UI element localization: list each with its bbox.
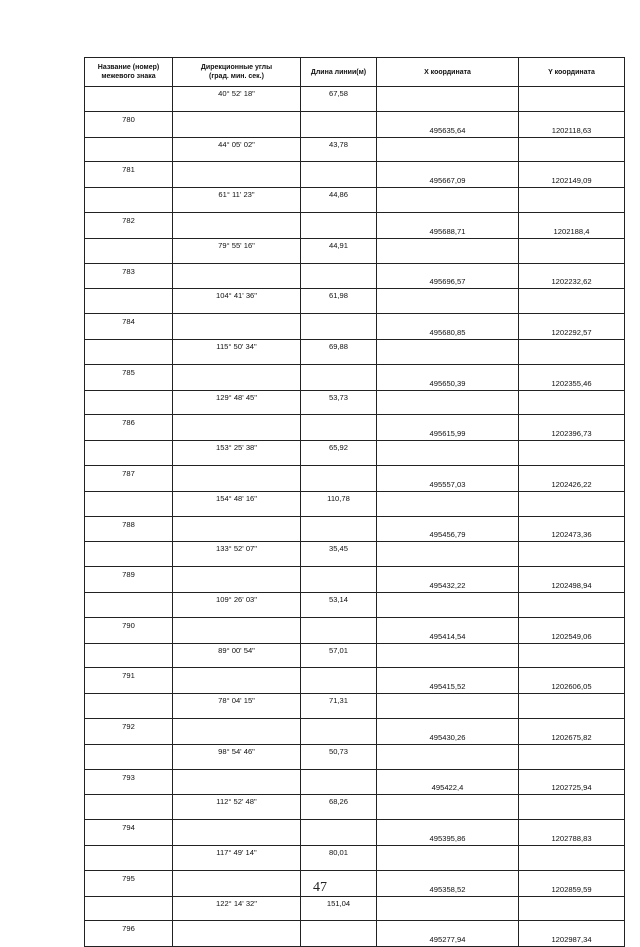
angle-cell: 109° 26' 03" bbox=[173, 592, 301, 617]
table-row-point bbox=[85, 364, 625, 390]
empty-cell bbox=[519, 694, 625, 719]
header-x: X координата bbox=[377, 58, 519, 87]
table-row-segment bbox=[85, 845, 625, 870]
angle-cell: 112° 52' 48" bbox=[173, 795, 301, 820]
empty-cell bbox=[377, 744, 519, 769]
table-row-segment bbox=[85, 744, 625, 769]
empty-cell bbox=[173, 465, 301, 491]
empty-cell bbox=[519, 238, 625, 263]
coordinates-table bbox=[84, 57, 625, 947]
empty-cell bbox=[173, 415, 301, 441]
table-row-point bbox=[85, 567, 625, 593]
y-coordinate-cell: 1202396,73 bbox=[519, 415, 625, 441]
empty-cell bbox=[301, 820, 377, 846]
header-row bbox=[85, 58, 625, 87]
length-cell: 61,98 bbox=[301, 289, 377, 314]
point-name-cell: 795 bbox=[85, 870, 173, 896]
table-row-point bbox=[85, 820, 625, 846]
point-name-cell: 796 bbox=[85, 921, 173, 947]
empty-cell bbox=[85, 592, 173, 617]
empty-cell bbox=[519, 542, 625, 567]
point-name-cell: 792 bbox=[85, 718, 173, 744]
page-number: 47 bbox=[313, 880, 327, 895]
empty-cell bbox=[301, 921, 377, 947]
empty-cell bbox=[377, 441, 519, 466]
empty-cell bbox=[301, 212, 377, 238]
point-name-cell: 784 bbox=[85, 314, 173, 340]
table-row-point bbox=[85, 769, 625, 795]
x-coordinate-cell: 495615,99 bbox=[377, 415, 519, 441]
y-coordinate-cell: 1202498,94 bbox=[519, 567, 625, 593]
empty-cell bbox=[377, 339, 519, 364]
empty-cell bbox=[173, 212, 301, 238]
table-row-point bbox=[85, 921, 625, 947]
empty-cell bbox=[377, 896, 519, 921]
table-row-point bbox=[85, 263, 625, 289]
empty-cell bbox=[173, 162, 301, 188]
table-row-point bbox=[85, 111, 625, 137]
length-cell: 35,45 bbox=[301, 542, 377, 567]
x-coordinate-cell: 495277,94 bbox=[377, 921, 519, 947]
table-row-segment bbox=[85, 491, 625, 516]
empty-cell bbox=[301, 718, 377, 744]
angle-cell: 98° 54' 46" bbox=[173, 744, 301, 769]
table-row-segment bbox=[85, 441, 625, 466]
y-coordinate-cell: 1202426,22 bbox=[519, 465, 625, 491]
empty-cell bbox=[519, 795, 625, 820]
empty-cell bbox=[173, 668, 301, 694]
length-cell: 71,31 bbox=[301, 694, 377, 719]
empty-cell bbox=[301, 516, 377, 542]
angle-cell: 79° 55' 16" bbox=[173, 238, 301, 263]
empty-cell bbox=[85, 188, 173, 213]
point-name-cell: 782 bbox=[85, 212, 173, 238]
empty-cell bbox=[301, 162, 377, 188]
header-length: Длина линии(м) bbox=[301, 58, 377, 87]
table-row-point bbox=[85, 415, 625, 441]
table-row-segment bbox=[85, 339, 625, 364]
point-name-cell: 789 bbox=[85, 567, 173, 593]
x-coordinate-cell: 495422,4 bbox=[377, 769, 519, 795]
empty-cell bbox=[173, 820, 301, 846]
empty-cell bbox=[173, 364, 301, 390]
table-row-point bbox=[85, 162, 625, 188]
point-name-cell: 787 bbox=[85, 465, 173, 491]
empty-cell bbox=[377, 845, 519, 870]
empty-cell bbox=[301, 769, 377, 795]
length-cell: 44,86 bbox=[301, 188, 377, 213]
table-row-segment bbox=[85, 390, 625, 415]
length-cell: 50,73 bbox=[301, 744, 377, 769]
empty-cell bbox=[173, 769, 301, 795]
empty-cell bbox=[301, 465, 377, 491]
empty-cell bbox=[377, 643, 519, 668]
empty-cell bbox=[85, 289, 173, 314]
empty-cell bbox=[85, 845, 173, 870]
x-coordinate-cell: 495667,09 bbox=[377, 162, 519, 188]
table-row-segment bbox=[85, 289, 625, 314]
angle-cell: 133° 52' 07" bbox=[173, 542, 301, 567]
empty-cell bbox=[377, 188, 519, 213]
x-coordinate-cell: 495415,52 bbox=[377, 668, 519, 694]
x-coordinate-cell: 495395,86 bbox=[377, 820, 519, 846]
angle-cell: 122° 14' 32" bbox=[173, 896, 301, 921]
empty-cell bbox=[85, 694, 173, 719]
angle-cell: 129° 48' 45" bbox=[173, 390, 301, 415]
angle-cell: 61° 11' 23" bbox=[173, 188, 301, 213]
length-cell: 44,91 bbox=[301, 238, 377, 263]
point-name-cell: 781 bbox=[85, 162, 173, 188]
y-coordinate-cell: 1202355,46 bbox=[519, 364, 625, 390]
empty-cell bbox=[301, 314, 377, 340]
y-coordinate-cell: 1202788,83 bbox=[519, 820, 625, 846]
table-row-point bbox=[85, 617, 625, 643]
empty-cell bbox=[301, 364, 377, 390]
empty-cell bbox=[173, 567, 301, 593]
empty-cell bbox=[519, 896, 625, 921]
table-row-segment bbox=[85, 238, 625, 263]
x-coordinate-cell: 495414,54 bbox=[377, 617, 519, 643]
table-row-segment bbox=[85, 795, 625, 820]
point-name-cell: 790 bbox=[85, 617, 173, 643]
empty-cell bbox=[173, 111, 301, 137]
header-angle bbox=[173, 58, 301, 87]
empty-cell bbox=[173, 617, 301, 643]
y-coordinate-cell: 1202232,62 bbox=[519, 263, 625, 289]
empty-cell bbox=[519, 845, 625, 870]
empty-cell bbox=[85, 643, 173, 668]
table-row-point bbox=[85, 314, 625, 340]
empty-cell bbox=[85, 390, 173, 415]
angle-cell: 44° 05' 02" bbox=[173, 137, 301, 162]
length-cell: 80,01 bbox=[301, 845, 377, 870]
empty-cell bbox=[519, 137, 625, 162]
x-coordinate-cell: 495430,26 bbox=[377, 718, 519, 744]
y-coordinate-cell: 1202859,59 bbox=[519, 870, 625, 896]
angle-cell: 40° 52' 18" bbox=[173, 87, 301, 112]
y-coordinate-cell: 1202606,05 bbox=[519, 668, 625, 694]
x-coordinate-cell: 495456,79 bbox=[377, 516, 519, 542]
length-cell: 57,01 bbox=[301, 643, 377, 668]
table-row-point bbox=[85, 718, 625, 744]
table-row-point bbox=[85, 212, 625, 238]
y-coordinate-cell: 1202987,34 bbox=[519, 921, 625, 947]
length-cell: 53,73 bbox=[301, 390, 377, 415]
point-name-cell: 786 bbox=[85, 415, 173, 441]
table-row-segment bbox=[85, 592, 625, 617]
table-row-point bbox=[85, 516, 625, 542]
table-row-segment bbox=[85, 896, 625, 921]
x-coordinate-cell: 495432,22 bbox=[377, 567, 519, 593]
empty-cell bbox=[377, 592, 519, 617]
y-coordinate-cell: 1202549,06 bbox=[519, 617, 625, 643]
empty-cell bbox=[377, 238, 519, 263]
length-cell: 110,78 bbox=[301, 491, 377, 516]
empty-cell bbox=[519, 390, 625, 415]
x-coordinate-cell: 495680,85 bbox=[377, 314, 519, 340]
empty-cell bbox=[85, 441, 173, 466]
header-angle-line2: (град. мин. сек.) bbox=[209, 73, 264, 80]
angle-cell: 117° 49' 14" bbox=[173, 845, 301, 870]
length-cell: 65,92 bbox=[301, 441, 377, 466]
empty-cell bbox=[519, 643, 625, 668]
point-name-cell: 785 bbox=[85, 364, 173, 390]
length-cell: 53,14 bbox=[301, 592, 377, 617]
empty-cell bbox=[519, 339, 625, 364]
length-cell: 68,26 bbox=[301, 795, 377, 820]
x-coordinate-cell: 495358,52 bbox=[377, 870, 519, 896]
empty-cell bbox=[85, 896, 173, 921]
y-coordinate-cell: 1202149,09 bbox=[519, 162, 625, 188]
angle-cell: 153° 25' 38" bbox=[173, 441, 301, 466]
empty-cell bbox=[377, 694, 519, 719]
angle-cell: 104° 41' 36" bbox=[173, 289, 301, 314]
x-coordinate-cell: 495557,03 bbox=[377, 465, 519, 491]
table-header bbox=[85, 58, 625, 87]
y-coordinate-cell: 1202188,4 bbox=[519, 212, 625, 238]
empty-cell bbox=[301, 617, 377, 643]
empty-cell bbox=[85, 744, 173, 769]
empty-cell bbox=[377, 390, 519, 415]
table-body bbox=[85, 87, 625, 947]
empty-cell bbox=[173, 516, 301, 542]
x-coordinate-cell: 495688,71 bbox=[377, 212, 519, 238]
point-name-cell: 791 bbox=[85, 668, 173, 694]
empty-cell bbox=[173, 921, 301, 947]
header-name-line2: межевого знака bbox=[101, 73, 156, 80]
empty-cell bbox=[173, 263, 301, 289]
table-row-segment bbox=[85, 542, 625, 567]
table-row-point bbox=[85, 465, 625, 491]
x-coordinate-cell: 495635,64 bbox=[377, 111, 519, 137]
empty-cell bbox=[519, 289, 625, 314]
table-row-segment bbox=[85, 694, 625, 719]
empty-cell bbox=[377, 87, 519, 112]
y-coordinate-cell: 1202725,94 bbox=[519, 769, 625, 795]
empty-cell bbox=[377, 491, 519, 516]
table-row-point bbox=[85, 668, 625, 694]
empty-cell bbox=[301, 567, 377, 593]
angle-cell: 115° 50' 34" bbox=[173, 339, 301, 364]
point-name-cell: 794 bbox=[85, 820, 173, 846]
empty-cell bbox=[85, 87, 173, 112]
point-name-cell: 793 bbox=[85, 769, 173, 795]
header-name bbox=[85, 58, 173, 87]
empty-cell bbox=[377, 137, 519, 162]
empty-cell bbox=[519, 87, 625, 112]
empty-cell bbox=[85, 795, 173, 820]
empty-cell bbox=[85, 542, 173, 567]
empty-cell bbox=[301, 263, 377, 289]
angle-cell: 78° 04' 15" bbox=[173, 694, 301, 719]
angle-cell: 154° 48' 16" bbox=[173, 491, 301, 516]
empty-cell bbox=[85, 238, 173, 263]
empty-cell bbox=[301, 111, 377, 137]
empty-cell bbox=[377, 542, 519, 567]
header-y: Y координата bbox=[519, 58, 625, 87]
empty-cell bbox=[377, 795, 519, 820]
empty-cell bbox=[85, 491, 173, 516]
x-coordinate-cell: 495696,57 bbox=[377, 263, 519, 289]
length-cell: 151,04 bbox=[301, 896, 377, 921]
empty-cell bbox=[519, 441, 625, 466]
point-name-cell: 788 bbox=[85, 516, 173, 542]
table-row-segment bbox=[85, 87, 625, 112]
length-cell: 67,58 bbox=[301, 87, 377, 112]
header-name-line1: Название (номер) bbox=[97, 64, 160, 71]
empty-cell bbox=[85, 137, 173, 162]
angle-cell: 89° 00' 54" bbox=[173, 643, 301, 668]
empty-cell bbox=[85, 339, 173, 364]
header-angle-line1: Дирекционные углы bbox=[200, 64, 273, 71]
y-coordinate-cell: 1202473,36 bbox=[519, 516, 625, 542]
empty-cell bbox=[173, 718, 301, 744]
table-row-segment bbox=[85, 188, 625, 213]
empty-cell bbox=[173, 314, 301, 340]
empty-cell bbox=[519, 188, 625, 213]
table-row-segment bbox=[85, 643, 625, 668]
empty-cell bbox=[519, 592, 625, 617]
x-coordinate-cell: 495650,39 bbox=[377, 364, 519, 390]
point-name-cell: 780 bbox=[85, 111, 173, 137]
empty-cell bbox=[301, 668, 377, 694]
y-coordinate-cell: 1202675,82 bbox=[519, 718, 625, 744]
empty-cell bbox=[377, 289, 519, 314]
coordinates-table-wrap bbox=[84, 57, 624, 947]
empty-cell bbox=[519, 744, 625, 769]
length-cell: 43,78 bbox=[301, 137, 377, 162]
y-coordinate-cell: 1202118,63 bbox=[519, 111, 625, 137]
y-coordinate-cell: 1202292,57 bbox=[519, 314, 625, 340]
empty-cell bbox=[519, 491, 625, 516]
table-row-segment bbox=[85, 137, 625, 162]
point-name-cell: 783 bbox=[85, 263, 173, 289]
length-cell: 69,88 bbox=[301, 339, 377, 364]
empty-cell bbox=[301, 415, 377, 441]
